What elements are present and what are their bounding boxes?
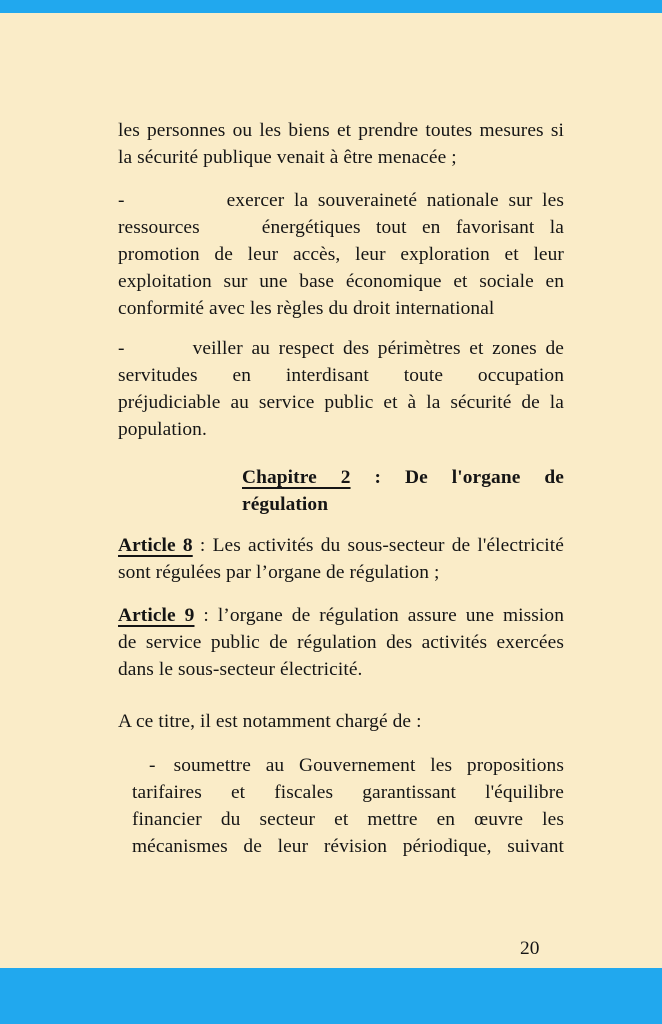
text-line [118,268,564,295]
text-line [118,708,564,735]
para-intro [118,117,564,171]
text-segment: exploitation sur une base économique et sociale en [118,271,564,292]
text-line [118,335,564,362]
text-segment: Article 9 [118,605,195,626]
closing-intro [118,708,564,735]
page-number: 20 [520,938,540,959]
text-segment: sont régulées par l’organe de régulation ; [118,562,440,583]
text-line [118,656,564,683]
text-segment: veiller au respect des périmètres et zones de [192,338,564,359]
text-segment: soumettre au Gouvernement les propositions [173,755,564,776]
tab-spacer [156,770,174,771]
text-segment: de service public de régulation des activités exercées [118,632,564,653]
text-segment: la sécurité publique venait à être menacée ; [118,147,457,168]
text-segment: Chapitre 2 [242,467,351,488]
text-line [242,464,564,491]
top-bar [0,0,662,13]
article-8 [118,532,564,586]
text-line [118,117,564,144]
text-line [118,295,564,322]
bottom-bar [0,968,662,1024]
sub-bullet-soumettre [132,752,564,860]
tab-spacer [200,232,262,233]
text-line [242,491,564,518]
text-line [132,779,564,806]
text-segment: mécanismes de leur révision périodique, suivant [132,836,564,857]
text-line [118,241,564,268]
text-segment: population. [118,419,207,440]
text-line [118,362,564,389]
text-line [118,187,564,214]
text-segment: - [149,755,156,776]
bullet-exercer [118,187,564,322]
text-segment: conformité avec les règles du droit international [118,298,495,319]
text-segment: tarifaires et fiscales garantissant l'équilibre [132,782,564,803]
text-segment: - [118,190,125,211]
text-segment: - [118,338,125,359]
text-line [118,416,564,443]
text-segment: financier du secteur et mettre en œuvre les [132,809,564,830]
text-segment: : De l'organe de [350,467,564,488]
text-segment: préjudiciable au service public et à la sécurité de la [118,392,564,413]
text-segment: promotion de leur accès, leur exploration et leur [118,244,564,265]
text-segment: énergétiques tout en favorisant la [261,217,564,238]
tab-spacer [125,205,227,206]
text-line [118,629,564,656]
text-segment: Article 8 [118,535,193,556]
tab-spacer [125,353,193,354]
text-line [132,806,564,833]
article-9 [118,602,564,683]
text-segment: servitudes en interdisant toute occupation [118,365,564,386]
chapter-heading [242,464,564,518]
text-line [118,214,564,241]
text-segment: : l’organe de régulation assure une mission [194,605,565,626]
text-segment: ressources [118,217,200,238]
text-segment: exercer la souveraineté nationale sur les [226,190,564,211]
text-line [118,532,564,559]
text-line [118,389,564,416]
text-line [132,833,564,860]
text-segment: les personnes ou les biens et prendre toutes mesures si [118,120,564,141]
text-segment: dans le sous-secteur électricité. [118,659,363,680]
text-line [118,602,564,629]
text-line [118,559,564,586]
bullet-veiller [118,335,564,443]
document-page-body [118,117,564,860]
text-line [132,752,564,779]
text-segment: régulation [242,494,329,515]
text-segment: A ce titre, il est notamment chargé de : [118,711,422,732]
text-segment: : Les activités du sous-secteur de l'électricité [192,535,564,556]
text-line [118,144,564,171]
